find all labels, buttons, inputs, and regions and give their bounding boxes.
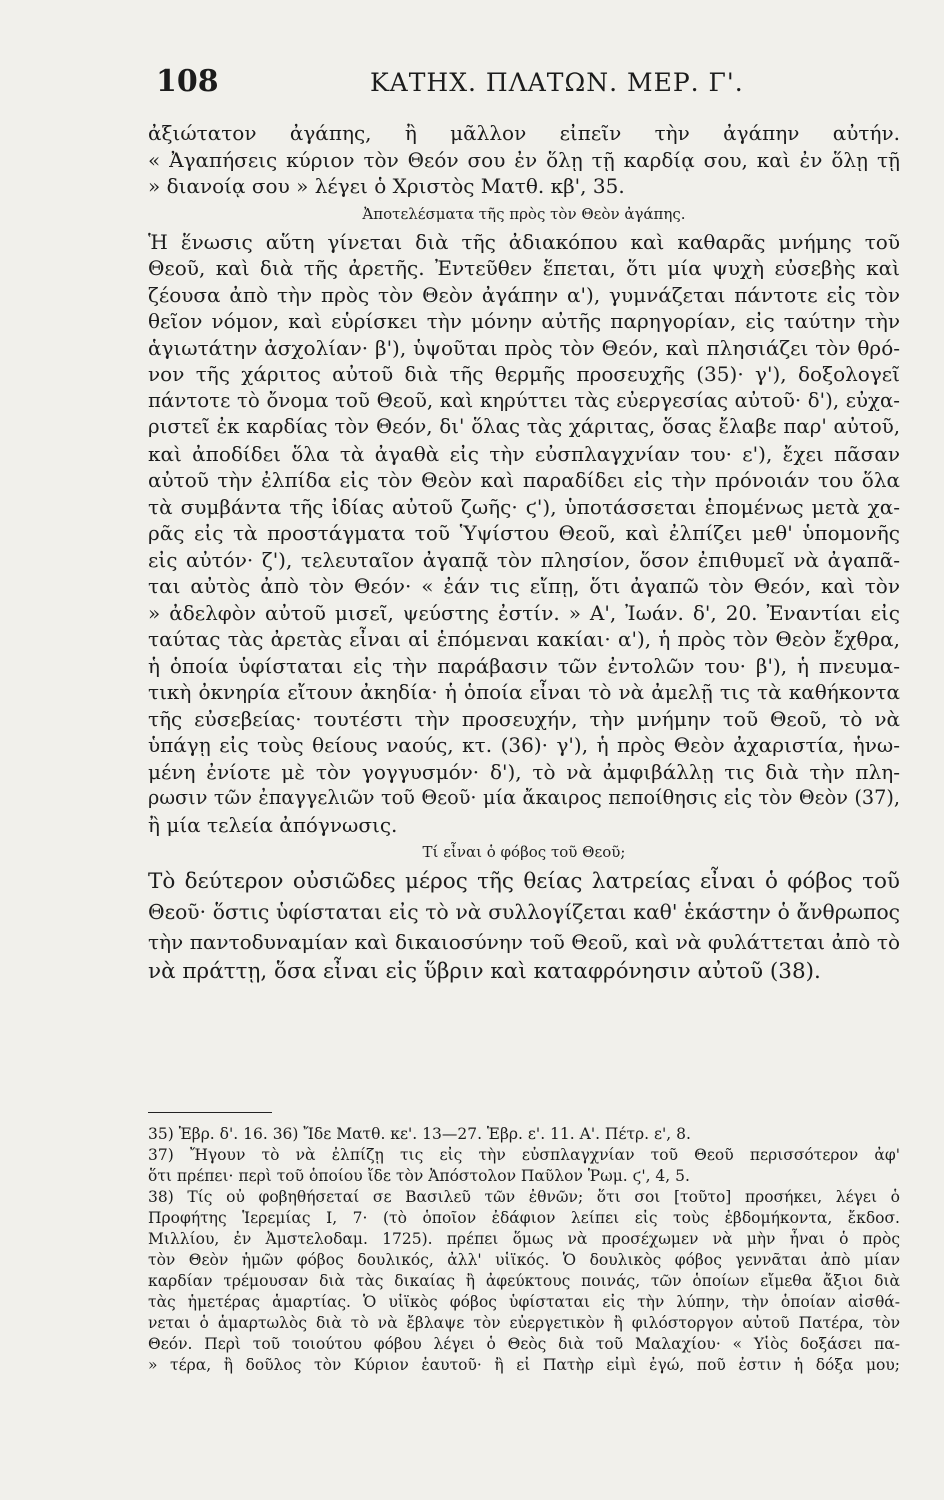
footnote-line: » τέρα, ἢ δοῦλος τὸν Κύριον ἑαυτοῦ· ἢ εἰ Πατὴρ εἰμὶ ἐγώ, ποῦ ἐστιν ἡ δόξα μου; xyxy=(148,1356,900,1374)
text-line: ἡ ὁποία ὑφίσταται εἰς τὴν παράβασιν τῶν ἐντολῶν του· β'), ἡ πνευμα- xyxy=(148,653,900,678)
text-line: ἀξιώτατον ἀγάπης, ἢ μᾶλλον εἰπεῖν τὴν ἀγάπην αὐτήν. xyxy=(148,121,900,145)
footnote-line: τὸν Θεὸν ἡμῶν φόβος δουλικός, ἀλλ' υἱϊκός. Ὁ δουλικὸς φόβος γεννᾶται ἀπὸ μίαν xyxy=(148,1251,900,1269)
text-line: » ἀδελφὸν αὐτοῦ μισεῖ, ψεύστης ἐστίν. » Α', Ἰωάν. δ', 20. Ἐναντίαι εἰς xyxy=(148,600,900,625)
text-line: ταύτας τὰς ἀρετὰς εἶναι αἱ ἑπόμεναι κακίαι· α'), ἡ πρὸς τὸν Θεὸν ἔχθρα, xyxy=(148,627,900,651)
footnote-line: Μιλλίου, ἐν Ἀμστελοδαμ. 1725). πρέπει ὅμως νὰ προσέχωμεν νὰ μὴν ἦναι ὁ πρὸς xyxy=(148,1230,900,1248)
footnote-line: Προφήτης Ἱερεμίας Ι, 7· (τὸ ὁποῖον ἐδάφιον λείπει εἰς τοὺς ἑβδομήκοντα, ἔκδοσ. xyxy=(148,1209,900,1227)
text-line: Θεοῦ· ὅστις ὑφίσταται εἰς τὸ νὰ συλλογίζεται καθ' ἑκάστην ὁ ἄνθρωπος xyxy=(148,900,900,924)
text-line: καὶ ἀποδίδει ὅλα τὰ ἀγαθὰ εἰς τὴν εὐσπλαγχνίαν του· ε'), ἔχει πᾶσαν xyxy=(148,441,900,466)
page-header xyxy=(148,64,818,104)
text-line: ρωσιν τῶν ἐπαγγελιῶν τοῦ Θεοῦ· μία ἄκαιρος πεποίθησις εἰς τὸν Θεὸν (37), xyxy=(148,786,900,809)
text-line: ρᾶς εἰς τὰ προστάγματα τοῦ Ὑψίστου Θεοῦ, καὶ ἐλπίζει μεθ' ὑπομονῆς xyxy=(148,521,900,545)
text-line: ὑπάγῃ εἰς τοὺς θείους ναούς, κτ. (36)· γ'), ἡ πρὸς Θεὸν ἀχαριστία, ἡνω- xyxy=(148,733,900,757)
text-line: νὰ πράττῃ, ὅσα εἶναι εἰς ὕβριν καὶ καταφρόνησιν αὐτοῦ (38). xyxy=(148,959,821,984)
text-line: εἰς αὐτόν· ζ'), τελευταῖον ἀγαπᾷ τὸν πλησίον, ὅσον ἐπιθυμεῖ νὰ ἀγαπᾶ- xyxy=(148,547,900,572)
footnote-line: καρδίαν τρέμουσαν διὰ τὰς δικαίας ἢ ἀφεύκτους ποινάς, τῶν ὁποίων εἴμεθα ἄξιοι διὰ xyxy=(148,1272,900,1290)
text-line: ἢ μία τελεία ἀπόγνωσις. xyxy=(148,812,398,837)
footnote-line: νεται ὁ ἁμαρτωλὸς διὰ τὸ νὰ ἔβλαψε τὸν εὐεργετικὸν ἢ φιλόστοργον αὐτοῦ Πατέρα, τὸν xyxy=(148,1314,900,1332)
text-line: νον τῆς χάριτος αὐτοῦ διὰ τῆς θερμῆς προσευχῆς (35)· γ'), δοξολογεῖ xyxy=(148,362,900,386)
section-subheading: Τί εἶναι ὁ φόβος τοῦ Θεοῦ; xyxy=(422,843,626,861)
text-line: τῆς εὐσεβείας· τουτέστι τὴν προσευχήν, τὴν μνήμην τοῦ Θεοῦ, τὸ νὰ xyxy=(148,706,900,731)
text-line: » διανοίᾳ σου » λέγει ὁ Χριστὸς Ματθ. κβ', 35. xyxy=(148,174,625,198)
text-line: θεῖον νόμον, καὶ εὑρίσκει τὴν μόνην αὐτῆς παρηγορίαν, εἰς ταύτην τὴν xyxy=(148,309,900,333)
footnote-line: 38) Τίς οὐ φοβηθήσεταί σε Βασιλεῦ τῶν ἐθνῶν; ὅτι σοι [τοῦτο] προσήκει, λέγει ὁ xyxy=(148,1188,900,1206)
text-line: τικὴ ὀκνηρία εἴτουν ἀκηδία· ἡ ὁποία εἶναι τὸ νὰ ἀμελῇ τις τὰ καθήκοντα xyxy=(148,680,900,704)
text-line: ἁγιωτάτην ἀσχολίαν· β'), ὑψοῦται πρὸς τὸν Θεόν, καὶ πλησιάζει τὸν θρό- xyxy=(148,335,900,360)
running-title: ΚΑΤΗΧ. ΠΛΑΤΩΝ. ΜΕΡ. Γ'. xyxy=(370,68,744,97)
text-line: ζέουσα ἀπὸ τὴν πρὸς τὸν Θεὸν ἀγάπην α'), γυμνάζεται πάντοτε εἰς τὸν xyxy=(148,282,900,307)
text-line: ριστεῖ ἐκ καρδίας τὸν Θεόν, δι' ὅλας τὰς χάριτας, ὅσας ἔλαβε παρ' αὐτοῦ, xyxy=(148,415,900,438)
text-line: αὐτοῦ τὴν ἐλπίδα εἰς τὸν Θεὸν καὶ παραδίδει εἰς τὴν πρόνοιάν του ὅλα xyxy=(148,468,900,492)
footnotes xyxy=(148,1124,900,1376)
footnote-line: τὰς ἡμετέρας ἁμαρτίας. Ὁ υἱϊκὸς φόβος ὑφίσταται εἰς τὴν λύπην, τὴν ὁποίαν αἰσθά- xyxy=(148,1293,900,1311)
footnote-line: 35) Ἑβρ. δ'. 16. 36) Ἴδε Ματθ. κε'. 13—27. Ἑβρ. ε'. 11. Α'. Πέτρ. ε', 8. xyxy=(148,1125,691,1143)
main-text xyxy=(148,120,900,987)
page-number: 108 xyxy=(156,64,219,99)
text-line: « Ἀγαπήσεις κύριον τὸν Θεόν σου ἐν ὅλῃ τῇ καρδίᾳ σου, καὶ ἐν ὅλῃ τῇ xyxy=(148,147,900,172)
text-line: τὰ συμβάντα τῆς ἰδίας αὐτοῦ ζωῆς· ϛ'), ὑποτάσσεται ἑπομένως μετὰ χα- xyxy=(148,494,900,519)
text-line: πάντοτε τὸ ὄνομα τοῦ Θεοῦ, καὶ κηρύττει τὰς εὐεργεσίας αὐτοῦ· δ'), εὐχα- xyxy=(148,388,900,412)
section-subheading: Ἀποτελέσματα τῆς πρὸς τὸν Θεὸν ἀγάπης. xyxy=(362,204,686,223)
footnote-line: Θεόν. Περὶ τοῦ τοιούτου φόβου λέγει ὁ Θεὸς διὰ τοῦ Μαλαχίου· « Υἱὸς δοξάσει πα- xyxy=(148,1335,900,1353)
paragraph-fear-of-god xyxy=(148,867,900,987)
footnote-line: ὅτι πρέπει· περὶ τοῦ ὁποίου ἴδε τὸν Ἀπόστολον Παῦλον Ῥωμ. ϛ', 4, 5. xyxy=(148,1167,690,1185)
paragraph-effects-of-love xyxy=(148,229,900,839)
footnote-rule xyxy=(148,1112,272,1113)
footnote-line: 37) Ἤγουν τὸ νὰ ἐλπίζῃ τις εἰς τὴν εὐσπλαγχνίαν τοῦ Θεοῦ περισσότερον ἀφ' xyxy=(148,1146,900,1164)
text-line: τὴν παντοδυναμίαν καὶ δικαιοσύνην τοῦ Θεοῦ, καὶ νὰ φυλάττεται ἀπὸ τὸ xyxy=(148,930,900,954)
text-line: ται αὐτὸς ἀπὸ τὸν Θεόν· « ἐάν τις εἴπῃ, ὅτι ἀγαπῶ τὸν Θεόν, καὶ τὸν xyxy=(148,574,900,598)
text-line: Θεοῦ, καὶ διὰ τῆς ἀρετῆς. Ἐντεῦθεν ἕπεται, ὅτι μία ψυχὴ εὐσεβὴς καὶ xyxy=(148,256,900,280)
text-line: μένη ἐνίοτε μὲ τὸν γογγυσμόν· δ'), τὸ νὰ ἀμφιβάλλῃ τις διὰ τὴν πλη- xyxy=(148,759,900,784)
text-line: Ἡ ἕνωσις αὕτη γίνεται διὰ τῆς ἀδιακόπου καὶ καθαρᾶς μνήμης τοῦ xyxy=(148,229,900,254)
paragraph-intro xyxy=(148,120,900,200)
text-line: Τὸ δεύτερον οὐσιῶδες μέρος τῆς θείας λατρείας εἶναι ὁ φόβος τοῦ xyxy=(148,869,900,894)
